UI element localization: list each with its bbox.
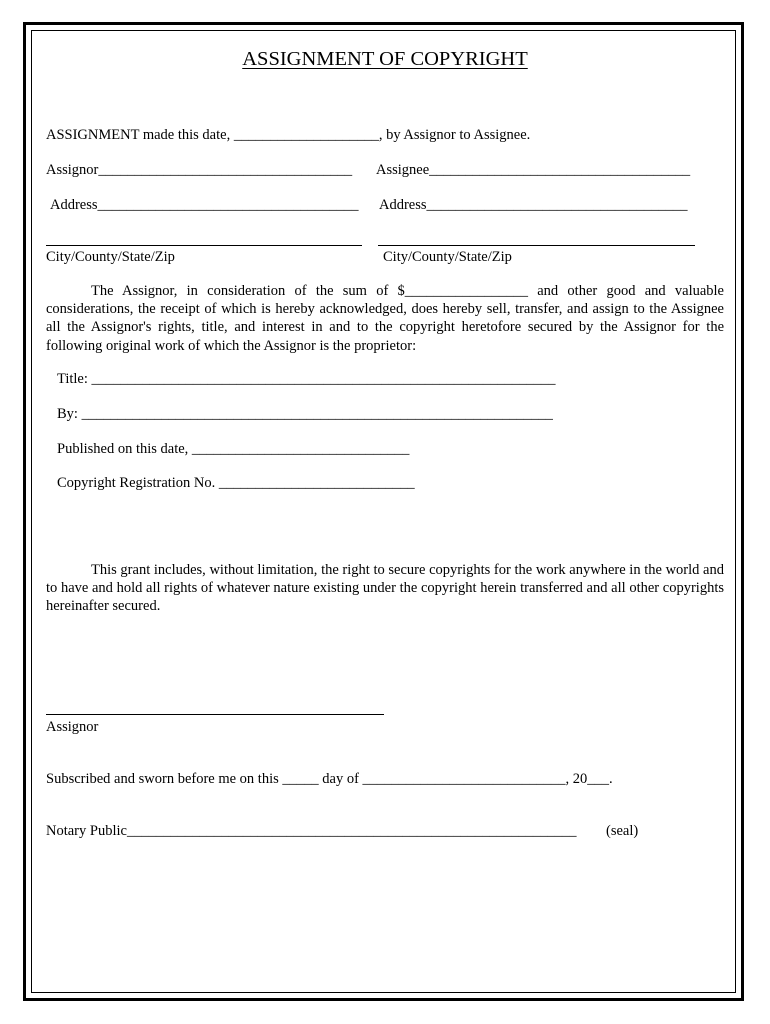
assignor-city-line xyxy=(46,245,362,246)
consideration-paragraph: The Assignor, in consideration of the sum of $_________________ and other good and valuable considerations, the receipt of which is hereby acknowledged, does hereby sell, transfer, and assign to the Assignee all the Assignor's rights, title, and interest in and to the copyright heretofore secured by the Assignor for the following original work of which the Assignor is the proprietor: xyxy=(46,283,724,354)
assignor-signature-label: Assignor xyxy=(46,719,99,735)
grant-paragraph: This grant includes, without limitation, the right to secure copyrights for the work anywhere in the world and to have and hold all rights of whatever nature existing under the copyright herein transferred and all other copyrights hereinafter secured. xyxy=(46,562,724,615)
assignor-city-label: City/County/State/Zip xyxy=(46,249,175,265)
published-date-field: Published on this date, ______________________________ xyxy=(57,441,410,457)
assignor-address-field: Address____________________________________ xyxy=(50,197,359,213)
work-author-field: By: _________________________________________________________________ xyxy=(57,406,553,422)
assignee-city-line xyxy=(378,245,695,246)
document-title: ASSIGNMENT OF COPYRIGHT xyxy=(242,48,528,70)
registration-number-field: Copyright Registration No. ___________________________ xyxy=(57,475,415,491)
assignee-city-label: City/County/State/Zip xyxy=(383,249,512,265)
assignor-signature-line xyxy=(46,714,384,715)
notary-public-field: Notary Public______________________________________________________________ xyxy=(46,823,577,839)
work-title-field: Title: ________________________________________________________________ xyxy=(57,371,556,387)
assignee-address-field: Address____________________________________ xyxy=(379,197,688,213)
intro-line: ASSIGNMENT made this date, ____________________, by Assignor to Assignee. xyxy=(46,127,531,143)
seal-label: (seal) xyxy=(606,823,639,839)
sworn-statement: Subscribed and sworn before me on this _____ day of ____________________________, 20___. xyxy=(46,771,613,787)
assignee-field: Assignee____________________________________ xyxy=(376,162,691,178)
assignor-field: Assignor___________________________________ xyxy=(46,162,353,178)
